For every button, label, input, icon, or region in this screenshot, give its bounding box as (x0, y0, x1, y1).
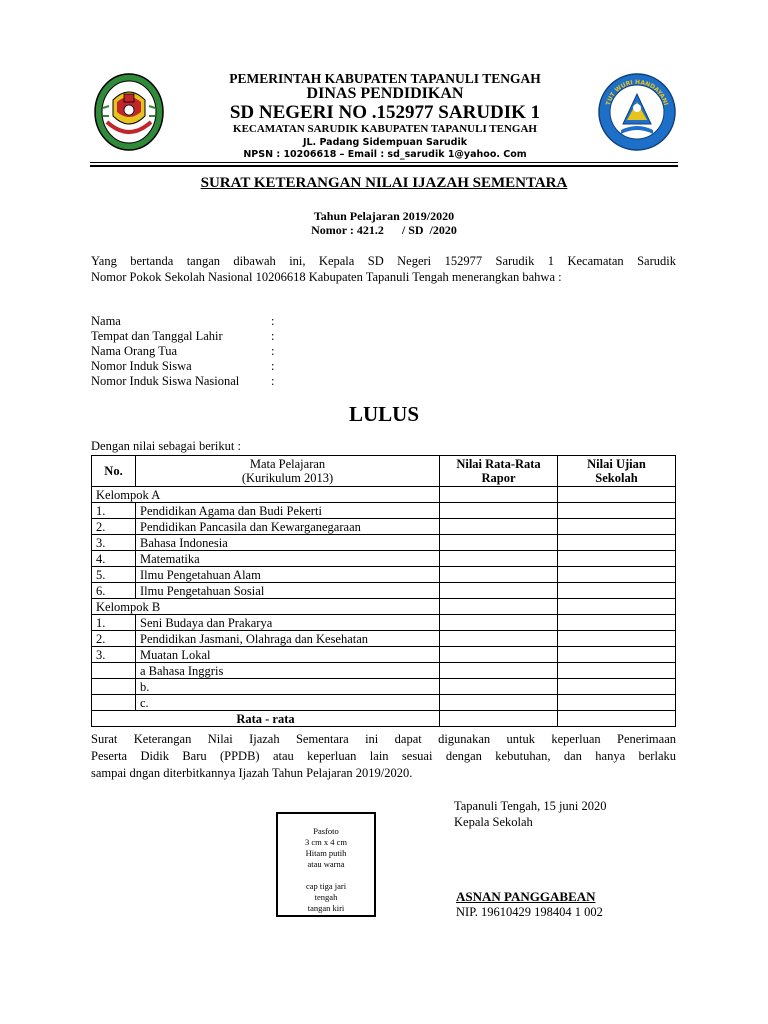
table-row (92, 551, 676, 567)
field-colon-nis: : (271, 359, 275, 373)
field-label-name: Nama (91, 314, 121, 328)
group-b-label: Kelompok B (92, 599, 440, 615)
table-row (92, 615, 676, 631)
table-cell (440, 503, 558, 519)
grades-intro: Dengan nilai sebagai berikut : (91, 439, 241, 453)
closing-line-3: sampai dngan diterbitkannya Ijazah Tahun Pelajaran 2019/2020. (91, 766, 413, 780)
field-colon-parent: : (271, 344, 275, 358)
photo-text-line: 3 cm x 4 cm (304, 837, 348, 847)
table-row (92, 567, 676, 583)
academic-year: Tahun Pelajaran 2019/2020 (313, 209, 455, 223)
table-cell (440, 615, 558, 631)
row-no: 5. (92, 567, 136, 583)
photo-text-line: cap tiga jari (305, 881, 347, 891)
table-row (92, 679, 676, 695)
row-subject: Pendidikan Pancasila dan Kewarganegaraan (136, 519, 440, 535)
header-report-average-line1: Nilai Rata-Rata (456, 457, 541, 471)
table-cell (440, 631, 558, 647)
table-cell (558, 663, 676, 679)
photo-text-line: Hitam putih (305, 848, 347, 858)
table-cell (558, 711, 676, 727)
table-cell (440, 567, 558, 583)
letterhead-rule-thin (90, 162, 678, 163)
row-no: 2. (92, 631, 136, 647)
field-label-nis: Nomor Induk Siswa (91, 359, 192, 373)
closing-line-1: Surat Keterangan Nilai Ijazah Sementara ini dapat digunakan untuk keperluan Penerimaan (91, 732, 676, 746)
table-cell (440, 535, 558, 551)
table-cell (558, 551, 676, 567)
row-subject: Bahasa Indonesia (136, 535, 440, 551)
field-colon-birth: : (271, 329, 275, 343)
table-row (92, 631, 676, 647)
header-subject-line2: (Kurikulum 2013) (241, 471, 334, 485)
row-no: 3. (92, 535, 136, 551)
table-cell (440, 695, 558, 711)
photo-text-line: tangan kiri (307, 903, 345, 913)
average-label: Rata - rata (92, 711, 440, 727)
header-report-average (440, 456, 558, 487)
table-row (92, 647, 676, 663)
group-row (92, 487, 676, 503)
photo-text-line: Pasfoto (313, 826, 339, 836)
field-colon-name: : (271, 314, 275, 328)
row-no (92, 679, 136, 695)
grades-table (91, 455, 676, 727)
table-cell (440, 679, 558, 695)
row-subject: Pendidikan Jasmani, Olahraga dan Kesehatan (136, 631, 440, 647)
closing-line-2: Peserta Didik Baru (PPDB) atau keperluan lain sesuai dengan kebutuhan, dan hanya berlaku (91, 749, 676, 763)
table-cell (558, 695, 676, 711)
government-heading: PEMERINTAH KABUPATEN TAPANULI TENGAH (229, 71, 541, 86)
header-exam-score-line2: Sekolah (595, 471, 638, 485)
table-cell (440, 711, 558, 727)
row-subject: b. (136, 679, 440, 695)
table-cell (558, 567, 676, 583)
signatory-name: ASNAN PANGGABEAN (456, 889, 596, 904)
row-no: 1. (92, 615, 136, 631)
row-no: 4. (92, 551, 136, 567)
table-cell (558, 679, 676, 695)
photo-text-line: atau warna (307, 859, 345, 869)
table-cell (558, 583, 676, 599)
district-line: KECAMATAN SARUDIK KABUPATEN TAPANULI TENGAH (233, 123, 537, 135)
header-subject (136, 456, 440, 487)
header-report-average-line2: Rapor (481, 471, 516, 485)
average-row (92, 711, 676, 727)
intro-line-2: Nomor Pokok Sekolah Nasional 10206618 Kabupaten Tapanuli Tengah menerangkan bahwa : (91, 270, 562, 284)
table-cell (558, 599, 676, 615)
row-no: 2. (92, 519, 136, 535)
row-subject: Pendidikan Agama dan Budi Pekerti (136, 503, 440, 519)
table-cell (558, 647, 676, 663)
header-no: No. (92, 456, 136, 487)
row-subject: Matematika (136, 551, 440, 567)
signature-role: Kepala Sekolah (454, 815, 533, 829)
table-row (92, 695, 676, 711)
table-header-row (92, 456, 676, 487)
signature-place-date: Tapanuli Tengah, 15 juni 2020 (454, 799, 607, 813)
document-number: Nomor : 421.2 / SD /2020 (311, 223, 457, 237)
row-subject: Muatan Lokal (136, 647, 440, 663)
table-cell (440, 647, 558, 663)
field-colon-nisn: : (271, 374, 275, 388)
table-cell (558, 503, 676, 519)
row-subject: Ilmu Pengetahuan Alam (136, 567, 440, 583)
field-label-nisn: Nomor Induk Siswa Nasional (91, 374, 240, 388)
table-cell (558, 631, 676, 647)
group-row (92, 599, 676, 615)
row-no (92, 695, 136, 711)
graduation-result: LULUS (348, 402, 420, 426)
photo-text-line: tengah (314, 892, 338, 902)
agency-heading: DINAS PENDIDIKAN (306, 85, 464, 102)
field-label-parent: Nama Orang Tua (91, 344, 178, 358)
school-address: JL. Padang Sidempuan Sarudik (302, 137, 468, 148)
photo-spacer (278, 870, 374, 881)
table-cell (558, 519, 676, 535)
regency-emblem (93, 72, 165, 152)
row-subject: c. (136, 695, 440, 711)
table-cell (440, 519, 558, 535)
table-cell (440, 487, 558, 503)
table-row (92, 663, 676, 679)
document-title: SURAT KETERANGAN NILAI IJAZAH SEMENTARA (200, 175, 568, 191)
intro-line-1: Yang bertanda tangan dibawah ini, Kepala SD Negeri 152977 Sarudik 1 Kecamatan Sarudik (91, 254, 676, 268)
table-row (92, 503, 676, 519)
row-no: 1. (92, 503, 136, 519)
row-subject: Ilmu Pengetahuan Sosial (136, 583, 440, 599)
row-no: 3. (92, 647, 136, 663)
school-contact: NPSN : 10206618 – Email : sd_sarudik 1@yahoo. Com (243, 149, 527, 160)
header-exam-score-line1: Nilai Ujian (587, 457, 646, 471)
table-row (92, 519, 676, 535)
table-row (92, 535, 676, 551)
letterhead-rule-thick (90, 165, 678, 167)
table-cell (558, 535, 676, 551)
table-cell (558, 615, 676, 631)
table-cell (558, 487, 676, 503)
row-no: 6. (92, 583, 136, 599)
table-cell (440, 551, 558, 567)
row-no (92, 663, 136, 679)
tut-wuri-logo-text: TUT WURI HANDAYANI (604, 78, 670, 107)
header-exam-score (558, 456, 676, 487)
table-row (92, 583, 676, 599)
school-name: SD NEGERI NO .152977 SARUDIK 1 (229, 102, 541, 123)
table-cell (440, 663, 558, 679)
field-label-birth: Tempat dan Tanggal Lahir (91, 329, 223, 343)
table-cell (440, 599, 558, 615)
row-subject: a Bahasa Inggris (136, 663, 440, 679)
photo-placeholder-box (276, 812, 376, 917)
group-a-label: Kelompok A (92, 487, 440, 503)
table-cell (440, 583, 558, 599)
row-subject: Seni Budaya dan Prakarya (136, 615, 440, 631)
header-subject-line1: Mata Pelajaran (249, 457, 326, 471)
signatory-nip: NIP. 19610429 198404 1 002 (456, 905, 603, 919)
